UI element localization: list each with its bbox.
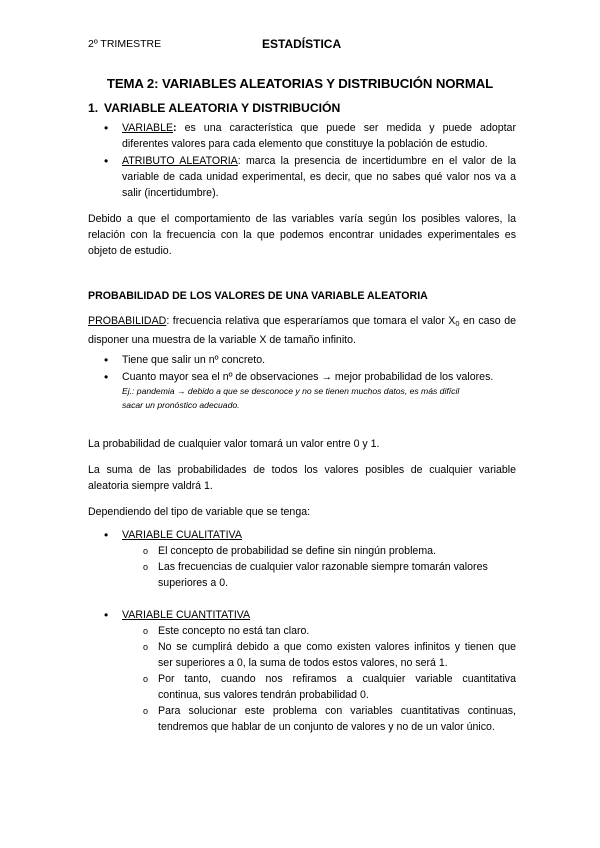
list-item: Las frecuencias de cualquier valor razonable siempre tomarán valores superiores a 0. (158, 561, 488, 590)
section-1-title: VARIABLE ALEATORIA Y DISTRIBUCIÓN (104, 101, 341, 115)
paragraph-sum: La suma de las probabilidades de todos los valores posibles de cualquier variable aleatoria siempre valdrá 1. (88, 464, 516, 493)
bullet-icon: • (104, 154, 109, 168)
circle-bullet-icon: o (143, 626, 149, 636)
section-1-heading (88, 101, 340, 115)
list-item: No se cumplirá debido a que como existen valores infinitos y tienen que ser superiores a 0, la suma de todos estos valores, no será 1. (158, 641, 516, 670)
circle-bullet-icon: o (143, 674, 149, 684)
bullet-icon: • (104, 121, 109, 135)
section-2-heading: PROBABILIDAD DE LOS VALORES DE UNA VARIABLE ALEATORIA (88, 290, 428, 302)
circle-bullet-icon: o (143, 546, 149, 556)
paragraph-depends: Dependiendo del tipo de variable que se tenga: (88, 506, 311, 518)
list-item: Este concepto no está tan claro. (158, 625, 310, 637)
definition-variable: VARIABLE: es una característica que puede ser medida y puede adoptar diferentes valores para cada elemento que constituye la población de estudio. (122, 122, 516, 151)
example-note: Ej.: pandemia → debido a que se desconoce y no se tienen muchos datos, es más difícil sacar un pronóstico adecuado. (122, 386, 460, 410)
document-title: TEMA 2: VARIABLES ALEATORIAS Y DISTRIBUCIÓN NORMAL (106, 76, 494, 91)
circle-bullet-icon: o (143, 642, 149, 652)
bullet-icon: • (104, 528, 109, 542)
circle-bullet-icon: o (143, 562, 149, 572)
header-term: 2º TRIMESTRE (88, 38, 162, 50)
bullet-icon: • (104, 608, 109, 622)
list-item: Para solucionar este problema con variables cuantitativas continuas, tendremos que hablar de un conjunto de valores y no de un valor único. (158, 705, 516, 734)
bullet-icon: • (104, 353, 109, 367)
bullet-icon: • (104, 370, 109, 384)
section-1-paragraph: Debido a que el comportamiento de las variables varía según los posibles valores, la relación con la frecuencia con la que podemos encontrar unidades experimentales es objeto de estudio. (88, 213, 516, 258)
header-subject: ESTADÍSTICA (262, 37, 342, 51)
heading-variable-cuantitativa: VARIABLE CUANTITATIVA (122, 609, 251, 621)
list-item: Por tanto, cuando nos refiramos a cualquier variable cuantitativa continua, sus valores tendrán probabilidad 0. (158, 673, 516, 702)
definition-probabilidad: PROBABILIDAD: frecuencia relativa que esperaríamos que tomara el valor $X_0$ en caso de disponer una muestra de la variable X de tamaño infinito. (88, 315, 517, 347)
bullet-text: Cuanto mayor sea el nº de observaciones → mejor probabilidad de los valores. Ej.: pandemia → debido a que se desconoce y no se tienen muchos datos, es más difícil sacar un pronóstico adecuado. (122, 369, 518, 412)
circle-bullet-icon: o (143, 706, 149, 716)
section-1-number: 1. (88, 101, 99, 115)
paragraph-range: La probabilidad de cualquier valor tomará un valor entre 0 y 1. (88, 438, 380, 450)
bullet-text: Tiene que salir un nº concreto. (122, 354, 266, 366)
definition-atributo-aleatoria: ATRIBUTO ALEATORIA: marca la presencia de incertidumbre en el valor de la variable de cada unidad experimental, es decir, que no sabes qué valor nos va a salir (incertidumbre). (122, 155, 516, 200)
term-atributo-aleatoria: ATRIBUTO ALEATORIA (122, 155, 238, 167)
list-item: El concepto de probabilidad se define sin ningún problema. (158, 545, 436, 557)
heading-variable-cualitativa: VARIABLE CUALITATIVA (122, 529, 242, 541)
term-probabilidad: PROBABILIDAD (88, 315, 167, 327)
term-variable: VARIABLE (122, 122, 174, 134)
